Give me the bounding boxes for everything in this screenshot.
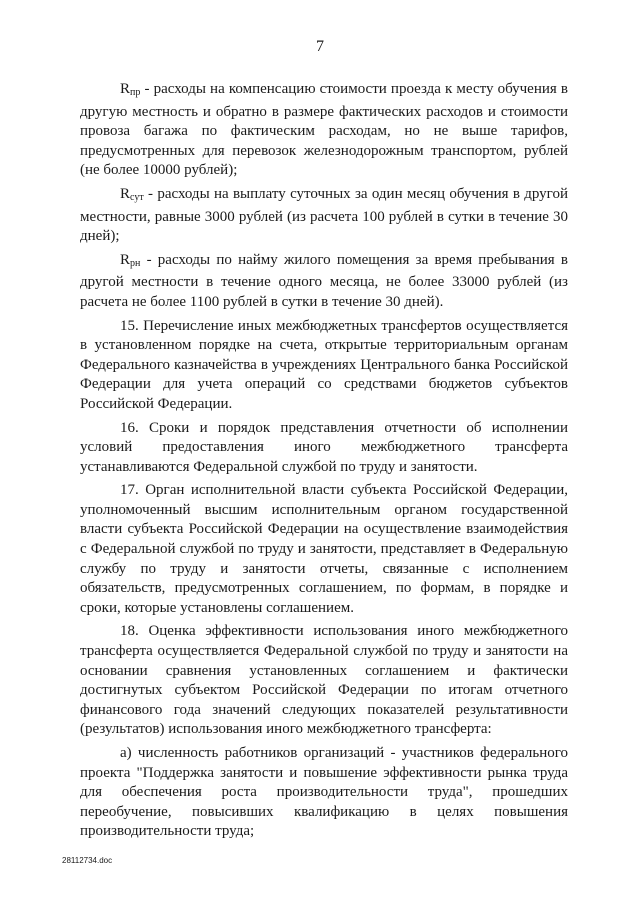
paragraph-18: 18. Оценка эффективности использования иного межбюджетного трансферта осуществляется Федеральной службой по труду и занятости на основании сравнения установленных соглашением и фактически достигнутых субъектом Российской Федерации по итогам отчетного финансового года значений следующих показателей результативности (результатов) использования иного межбюджетного трансферта: — [80, 623, 568, 738]
variable-definition: - расходы по найму жилого помещения за время пребывания в другой местности в течение одного месяца, не более 33000 рублей (из расчета не более 1100 рублей в сутки в течение 30 дней). — [80, 251, 568, 310]
variable-subscript: пр — [130, 87, 141, 98]
variable-definition: - расходы на выплату суточных за один месяц обучения в другой местности, равные 3000 рублей (из расчета 100 рублей в сутки в течение 30 дней); — [80, 185, 568, 245]
expense-item-housing — [80, 251, 568, 313]
paragraph-17: 17. Орган исполнительной власти субъекта Российской Федерации, уполномоченный высшим исполнительным органом государственной власти субъекта Российской Федерации на осуществление взаимодействия с Федеральной службой по труду и занятости, представляет в Федеральную службу по труду и занятости отчеты, связанные с исполнением обязательств, предусмотренных соглашением, по формам, в порядке и сроки, которые установлены соглашением. — [80, 482, 568, 616]
document-body — [80, 80, 568, 842]
paragraph-15: 15. Перечисление иных межбюджетных трансфертов осуществляется в установленном порядке на счета, открытые территориальным органам Федерального казначейства в учреждениях Центрального банка Российской Федерации для учета операций со средствами бюджетов субъектов Российской Федерации. — [80, 317, 568, 412]
file-reference: 28112734.doc — [62, 856, 113, 865]
expense-item-travel — [80, 80, 568, 181]
variable-subscript: сут — [130, 191, 144, 203]
paragraph-18-item-a: а) численность работников организаций - участников федерального проекта "Поддержка занятости и повышение эффективности рынка труда для обеспечения роста производительности труда", прошедших переобучение, повысивших квалификацию в целях повышения производительности труда; — [80, 745, 568, 840]
variable-symbol: R — [120, 185, 131, 202]
expense-item-daily — [80, 185, 568, 247]
variable-symbol: R — [120, 81, 131, 97]
paragraph-16: 16. Сроки и порядок представления отчетности об исполнении условий предоставления иного межбюджетного трансферта устанавливаются Федеральной службой по труду и занятости. — [80, 419, 568, 475]
page-number: 7 — [316, 38, 324, 55]
variable-symbol: R — [120, 251, 131, 268]
variable-subscript: рн — [130, 257, 141, 269]
variable-definition: - расходы на компенсацию стоимости проезда к месту обучения в другую местность и обратно в размере фактических расходов и стоимости провоза багажа по фактическим расходам, но не выше тарифов, предусмотренных для перевозок железнодорожным транспортом, рублей (не более 10000 рублей); — [80, 81, 568, 179]
